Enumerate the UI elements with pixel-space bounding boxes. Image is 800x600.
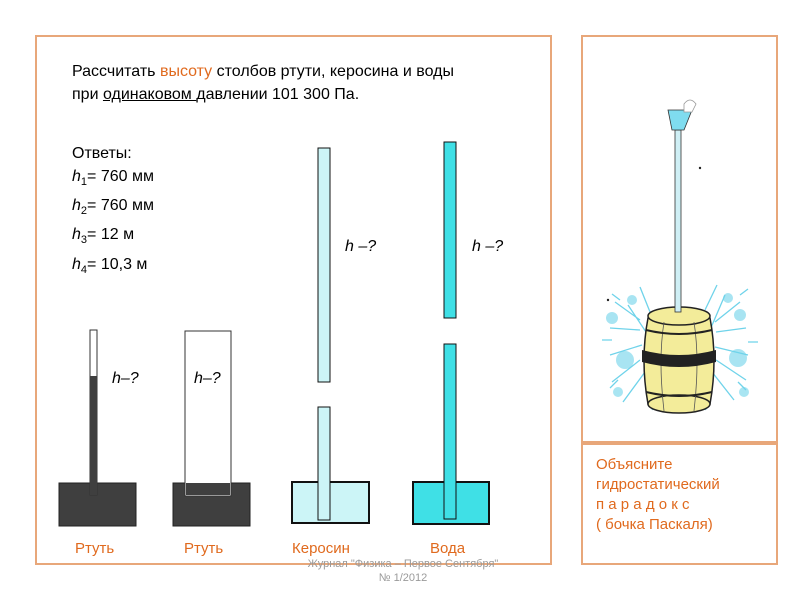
water-vessel <box>413 142 489 524</box>
answer-1: $h_1= 760$ мм <box>72 168 154 189</box>
pascal-barrel-illustration <box>602 100 758 413</box>
paradox-caption <box>596 455 771 535</box>
task-line2-part1: при <box>72 86 103 103</box>
caption-line-3: п а р а д о к с <box>596 496 690 513</box>
mercury-vessel-2 <box>173 331 250 526</box>
label-mercury-2: Ртуть <box>184 540 224 557</box>
credit-line-1: Журнал "Физика – Первое Сентября" <box>307 558 499 570</box>
h-question-mercury-2: h–? <box>194 370 221 387</box>
answer-4: $h_4= 10,3$ м <box>72 255 148 276</box>
answer-3: $h_3= 12$ м <box>72 226 135 247</box>
credit-line-2: № 1/2012 <box>378 572 428 584</box>
answer-2: $h_2= 760$ мм <box>72 197 154 218</box>
task-text-part2: столбов ртути, керосина и воды <box>212 63 454 80</box>
task-text-part1: Рассчитать <box>72 63 160 80</box>
task-highlight: высоту <box>159 63 213 80</box>
h-question-water: h –? <box>472 238 504 255</box>
label-kerosene: Керосин <box>292 540 350 557</box>
caption-line-1: Объясните <box>596 456 673 473</box>
label-mercury-1: Ртуть <box>75 540 115 557</box>
kerosene-vessel <box>292 148 369 523</box>
caption-line-4: ( бочка Паскаля) <box>596 516 713 533</box>
label-water: Вода <box>430 540 466 557</box>
mercury-vessel-1 <box>59 330 136 526</box>
answers-title: Ответы: <box>72 145 132 162</box>
caption-line-2: гидростатический <box>596 476 720 493</box>
task-text <box>72 60 454 106</box>
answers-block <box>72 142 154 282</box>
source-credit <box>283 557 523 585</box>
h-question-kerosene: h –? <box>345 238 377 255</box>
task-line2-part2: давлении 101 300 Па. <box>196 86 360 103</box>
task-line2-underlined: одинаковом <box>102 86 197 103</box>
h-question-mercury-1: h–? <box>112 370 139 387</box>
